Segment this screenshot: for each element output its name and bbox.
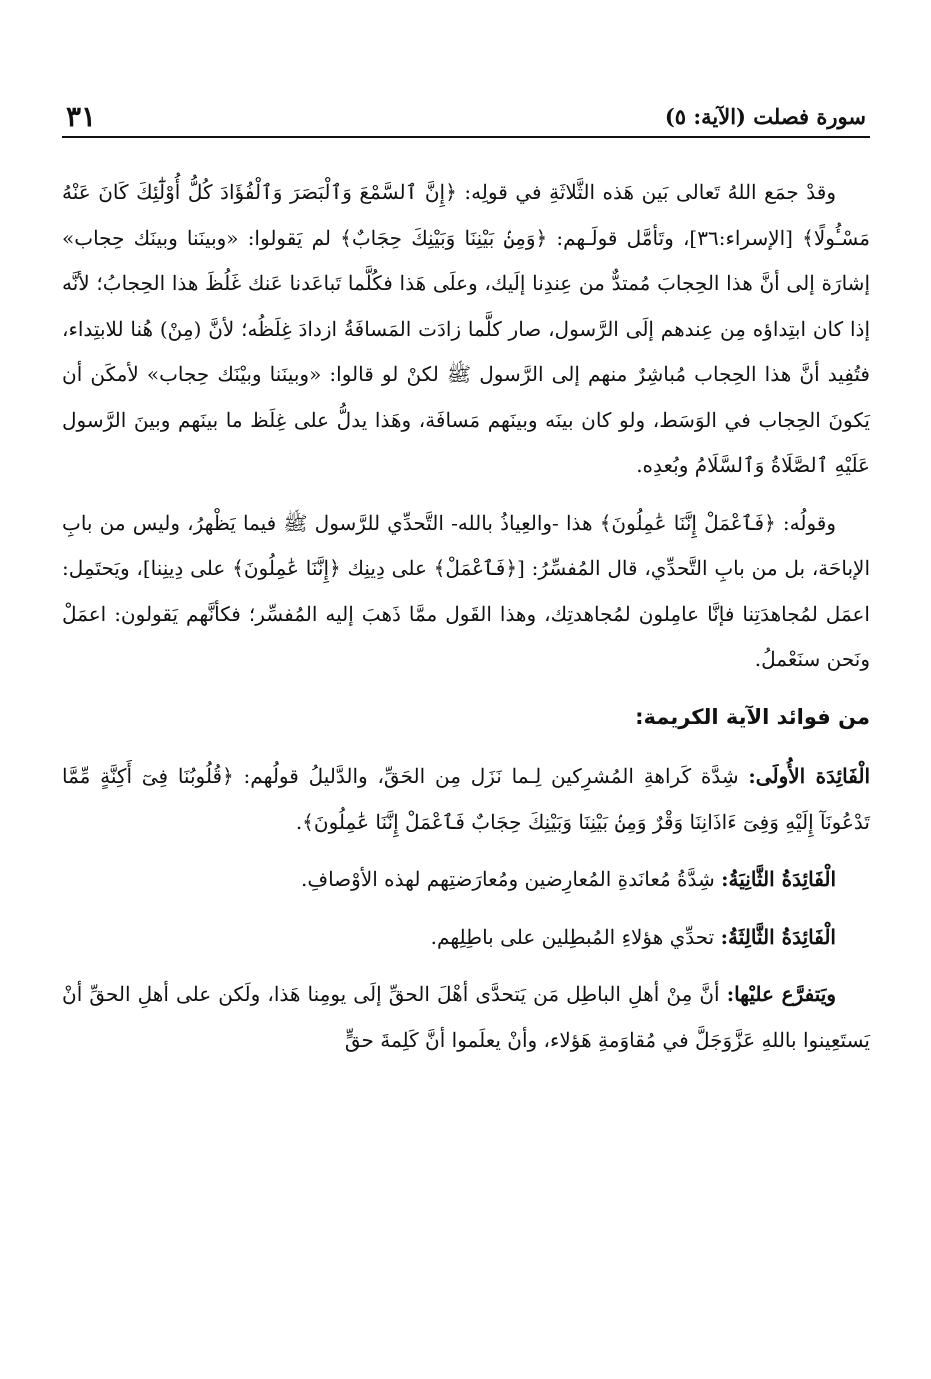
closing-text: أنَّ مِنْ أهلِ الباطِل مَن يَتحدَّى أهْلَ الحقِّ إلَى يومِنا هَذا، ولَكن على أهلِ الحقِّ أنْ يَستَعِينوا باللهِ عَزَّوَجَلَّ في مُقاوَمةِ هَؤلاء، وأنْ يعلَموا أنَّ كَلِمةَ حقٍّ: [62, 982, 870, 1052]
benefit-1-label: الْفَائِدَة الأُولَى:: [748, 764, 870, 788]
benefit-3-text: تحدِّي هؤلاءِ المُبطِلين على باطِلِهم.: [430, 924, 715, 949]
paragraph-1: وقدْ جمَع اللهُ تَعالى بَين هَذه الثَّلاثَةِ في قولِه: ﴿إِنَّ ٱلسَّمْعَ وَٱلْبَصَرَ وَٱلْفُؤَادَ كُلُّ أُوْلَٰٓئِكَ كَانَ عَنْهُ مَسْـُٔولًا﴾ [الإسراء:٣٦]، وتَأمَّل قولَـهم: ﴿وَمِنۢ بَيْنِنَا وَبَيْنِكَ حِجَابٌ﴾ لم يَقولوا: «وبينَنا وبينَك حِجاب» إشارَة إلى أنَّ هذا الحِجابَ مُمتدٌّ من عِندِنا إلَيك، وعلَى هَذا فكُلَّما تَباعَدنا عَنك غَلُظَ هذا الحِجابُ؛ لأنَّه إذا كان ابتِداؤه مِن عِندهم إلَى الرَّسول، صار كلَّما زادَت المَسافَةُ ازدادَ غِلَظُه؛ لأنَّ (مِنْ) هُنا للابتِداء، فتُفِيد أنَّ هذا الحِجاب مُباشِرٌ منهم إلى الرَّسول ﷺ لكنْ لو قالوا: «وبينَنا وبيْنَك حِجاب» لأمكَن أن يَكونَ الحِجاب في الوَسَط، ولو كان بينَه وبينَهم مَسافَة، وهَذا يدلُّ على غِلَظ ما بينَهم وبينَ الرَّسول عَلَيْهِ ٱلصَّلَاةُ وَٱلسَّلَامُ وبُعدِه.: [62, 180, 870, 477]
benefit-3-label: الْفَائِدَةُ الثَّالِثَةُ:: [720, 924, 836, 949]
benefit-1: [62, 754, 870, 845]
paragraph-2: وقولُه: ﴿فَٱعْمَلْ إِنَّنَا عَٰمِلُونَ﴾ هذا -والعِياذُ بالله- التَّحدِّي للرَّسول ﷺ فيما يَظْهرُ، وليس من بابِ الإباحَة، بل من بابِ التَّحدِّي، قال المُفسِّرُ: [﴿فَٱعْمَلْ﴾ على دِينِك ﴿إِنَّنَا عَٰمِلُونَ﴾ على دِينِنا]، ويَحتَمِل: اعمَل لمُجاهدَتِنا فإنَّا عامِلون لمُجاهدتِك، وهذا القَول ممَّا ذَهبَ إليه المُفسِّر؛ فكأنَّهم يَقولون: اعمَلْ ونَحن سنَعْملُ.: [62, 510, 870, 671]
running-title: سورة فصلت (الآية: ٥): [664, 104, 866, 129]
benefit-2: [62, 857, 870, 903]
benefit-3: [62, 915, 870, 961]
page-body: [62, 170, 870, 1075]
page-number: ٣١: [66, 100, 97, 133]
benefit-1-text: شِدَّة كَراهةِ المُشرِكين لِـما نَزَل مِن الحَقِّ، والدَّليلُ قولُهم: ﴿قُلُوبُنَا فِىٓ أَكِنَّةٍ مِّمَّا تَدْعُونَآ إِلَيْهِ وَفِىٓ ءَاذَانِنَا وَقْرٌ وَمِنۢ بَيْنِنَا وَبَيْنِكَ حِجَابٌ فَٱعْمَلْ إِنَّنَا عَٰمِلُونَ﴾.: [62, 764, 870, 834]
page-header: [62, 96, 870, 136]
benefit-2-label: الْفَائِدَةُ الثَّانِيَةُ:: [721, 867, 836, 891]
benefits-heading: من فوائد الآية الكريمة:: [635, 704, 870, 729]
header-rule: [62, 136, 870, 138]
closing-paragraph: [62, 972, 870, 1063]
benefit-2-text: شِدَّةُ مُعانَدةِ المُعارِضين ومُعارَضتِهم لهذه الأوْصافِ.: [301, 867, 715, 891]
closing-label: ويَتفرَّع عليْها:: [726, 982, 836, 1006]
